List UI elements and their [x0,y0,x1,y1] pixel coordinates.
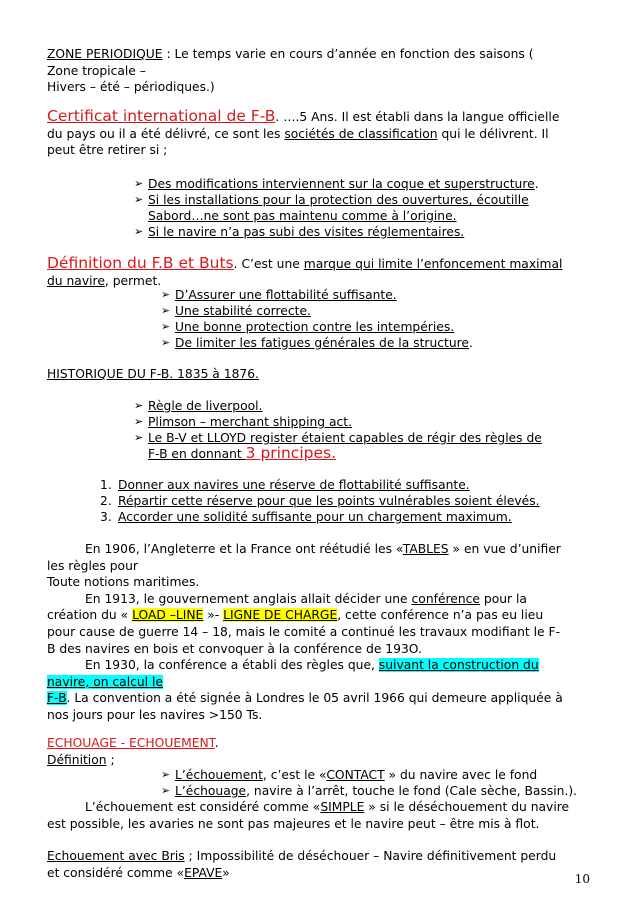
bris-heading: Echouement avec Bris [47,849,185,864]
principes-highlight: 3 principes. [245,444,337,462]
bullet-text: D’Assurer une flottabilité suffisante. [175,288,397,302]
societes-link: sociétés de classification [284,126,438,141]
definition-text-2: , permet. [104,273,162,288]
text: » [222,865,230,880]
bullet-text: De limiter les fatigues générales de la structure [175,336,469,350]
definition-text-1: . C’est une [233,257,304,271]
arrow-bullet-icon: ➢ [161,288,171,301]
contact-word: CONTACT [326,768,385,782]
ligne-de-charge-highlight: LIGNE DE CHARGE [223,608,338,623]
definition-label: Définition [47,752,107,767]
list-item [161,783,595,800]
definition-underlined-1: marque qui limite l’enfoncement maximal [303,257,563,271]
bullet-text: Une bonne protection contre les intempéries. [175,320,455,334]
echouage-heading: ECHOUAGE - ECHOUEMENT [47,736,215,750]
item-text: Donner aux navires une réserve de flottabilité suffisante. [118,478,470,492]
text: pour cause de guerre 14 – 18, mais le comité a continué les travaux modifiant le F- [47,624,561,639]
text: » en vue d’unifier [448,542,561,556]
text: Toute notions maritimes. [47,575,200,590]
echouage-block [47,735,597,768]
certificat-heading: Certificat international de F-B [47,107,276,125]
bullet-text: Si les installations pour la protection des ouvertures, écoutille [148,193,529,207]
definition-heading: Définition du F.B et Buts [47,254,234,272]
bullet-tail: . [534,177,539,191]
echouage-paragraphs [47,799,597,881]
conference-word: conférence [411,591,480,606]
zone-text-3: Hivers – été – périodiques.) [47,80,215,95]
fb-highlight: F-B [47,691,67,706]
arrow-bullet-icon: ➢ [161,336,171,349]
bullet-text: F-B en donnant [148,447,246,461]
certificat-text-4: peut être retirer si ; [47,143,168,158]
text: B des navires en bois et convoquer à la conférence de 193O. [47,641,422,656]
simple-word: SIMPLE [320,800,365,814]
text: est possible, les avaries ne sont pas majeures et le navire peut – être mis à flot. [47,816,540,831]
historique-heading: HISTORIQUE DU F-B. 1835 à 1876. [47,367,259,381]
arrow-bullet-icon: ➢ [161,784,171,797]
text: les règles pour [47,558,138,573]
list-item [161,767,595,784]
definition-underlined-2: du navire [47,273,105,288]
arrow-bullet-icon: ➢ [134,193,144,206]
definition-paragraph [47,255,597,289]
text: création du « [47,608,133,623]
item-text: Accorder une solidité suffisante pour un chargement maximum. [118,510,512,524]
certificat-text-1: . ….5 Ans. Il est établi dans la langue officielle [275,110,560,124]
list-item [134,176,598,193]
text: ; [106,752,115,767]
text: En 1930, la conférence a établi des règles que, [85,658,379,673]
list-item [161,335,595,352]
page-number: 10 [574,872,590,886]
list-item-continuation [148,208,598,225]
list-item [161,303,595,320]
list-item-continuation [148,445,598,463]
arrow-bullet-icon: ➢ [134,177,144,190]
zone-text-1: : Le temps varie en cours d’année en fonction des saisons ( [162,47,534,61]
item-text: Répartir cette réserve pour que les points vulnérables soient élevés. [118,494,540,508]
list-item [134,192,598,209]
load-line-highlight: LOAD –LINE [132,608,204,623]
text: pour la [479,591,527,606]
text: . [214,736,219,750]
zone-periodique-paragraph [47,46,597,96]
arrow-bullet-icon: ➢ [134,225,144,238]
bullet-text: Une stabilité correcte. [175,304,311,318]
certificat-text-2: du pays ou il a été délivré, ce sont les [47,126,285,141]
text: L’échouement est considéré comme « [85,800,321,814]
text: En 1913, le gouvernement anglais allait décider une [85,591,412,606]
history-paragraphs [47,541,597,724]
arrow-bullet-icon: ➢ [161,304,171,317]
echouement-term: L’échouement [175,768,263,782]
bullet-text: Sabord…ne sont pas maintenu comme à l’origine. [148,209,457,223]
arrow-bullet-icon: ➢ [161,320,171,333]
zone-text-2: Zone tropicale – [47,63,146,78]
list-item [134,414,598,431]
text: et considéré comme « [47,865,185,880]
text: » du navire avec le fond [384,768,538,782]
text: nos jours pour les navires >150 Ts. [47,707,263,722]
bullet-tail: . [468,336,473,350]
bullet-text: Règle de liverpool. [148,399,263,413]
item-number: 2. [100,494,112,508]
text: , c’est le « [262,768,327,782]
text: ; Impossibilité de déséchouer – Navire définitivement perdu [184,849,557,864]
certificat-text-3: qui le délivrent. Il [437,126,549,141]
list-item [134,398,598,415]
calcul-highlight: navire, on calcul le [47,674,163,689]
list-item [161,287,595,304]
historique-heading-block [47,366,597,383]
bullet-text: Des modifications interviennent sur la coque et superstructure [148,177,535,191]
echouage-term: L’échouage [175,784,247,798]
item-number: 3. [100,510,112,524]
certificat-paragraph [47,108,597,159]
bullet-text: Le B-V et LLOYD register étaient capables de régir des règles de [148,431,542,445]
text: En 1906, l’Angleterre et la France ont réétudié les « [85,542,403,556]
text: , cette conférence n’a pas eu lieu [337,608,544,623]
text: . La convention a été signée à Londres le 05 avril 1966 qui demeure appliquée à [66,691,563,706]
arrow-bullet-icon: ➢ [134,431,144,444]
bullet-text: Si le navire n’a pas subi des visites réglementaires. [148,225,465,239]
arrow-bullet-icon: ➢ [134,415,144,428]
list-item [134,224,598,241]
bullet-text: Plimson – merchant shipping act. [148,415,353,429]
arrow-bullet-icon: ➢ [161,768,171,781]
text: » si le déséchouement du navire [364,800,570,814]
construction-highlight: suivant la construction du [378,658,539,673]
item-number: 1. [100,478,112,492]
epave-word: EPAVE [184,865,223,880]
tables-word: TABLES [402,542,449,556]
text: , navire à l’arrêt, touche le fond (Cale sèche, Bassin.). [246,784,578,798]
list-item [161,319,595,336]
zone-heading: ZONE PERIODIQUE [47,47,163,61]
arrow-bullet-icon: ➢ [134,399,144,412]
text: »- [203,608,224,623]
